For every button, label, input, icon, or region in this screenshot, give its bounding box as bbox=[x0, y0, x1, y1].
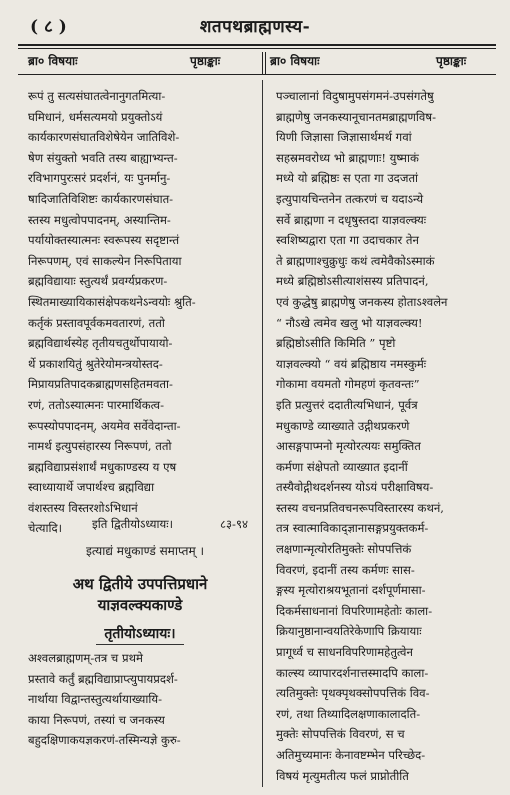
right-page-header: पृष्ठाङ्काः bbox=[436, 54, 467, 68]
text-line: रविभागपुरःसरं प्रदर्शनं, यः पुनर्मानु- bbox=[28, 171, 171, 186]
text-line: ब्रह्मविद्यायाः स्तुत्यर्थं प्रवर्ग्यप्रकरण- bbox=[28, 274, 168, 289]
text-line: तत्र स्वात्माविकाद्ज्ञानासङ्गप्रयुक्तकर्म- bbox=[276, 521, 429, 536]
chapter-heading: तृतीयोऽध्यायः। bbox=[104, 626, 176, 642]
text-line: ब्रह्मिष्ठोऽसीति किमिति ” पृष्टो bbox=[276, 336, 396, 351]
text-line: बहुदक्षिणाकयज्ञकरणं-तस्मिन्यज्ञे कुरु- bbox=[28, 733, 181, 748]
text-line: एवं कुद्धेषु ब्राह्मणेषु जनकस्य होताऽश्वलेन bbox=[276, 294, 448, 309]
text-line: विषयं मृत्युमतीत्य फलं प्राप्नोतीति bbox=[276, 768, 409, 783]
section-end: इत्याद्यं मधुकाण्डं समाप्तम् । bbox=[85, 544, 205, 558]
chapter-heading-rule bbox=[96, 644, 184, 645]
left-column-text-2 bbox=[28, 648, 256, 751]
text-line: कर्तृकं प्रस्तावपूर्वकमवतारणं, ततो bbox=[28, 315, 165, 330]
text-line: विवरणं, इदानीं तस्य कर्मणः सास- bbox=[276, 562, 415, 577]
left-column-text bbox=[28, 86, 256, 539]
text-line: चेत्यादि। bbox=[28, 521, 63, 536]
text-line: रणं, ततोऽस्यात्मनः पारमार्थिकत्व- bbox=[28, 397, 165, 412]
text-line: वंशस्तस्य विस्तरशोऽभिधानं bbox=[28, 500, 138, 515]
text-line: कर्मणा संक्षेपतो व्याख्यात इदानीं bbox=[276, 459, 408, 474]
text-line: षादिजातिविशिष्टः कार्यकारणसंघात- bbox=[28, 191, 174, 206]
right-column-text bbox=[276, 86, 498, 786]
text-line: स्वशिष्यद्वारा एता गा उदाचकार तेन bbox=[276, 233, 419, 248]
text-line: मध्ये ब्रह्मिष्ठोऽसीत्याशंसस्य प्रतिपादनं, bbox=[276, 274, 429, 289]
text-line: रूपं तु सत्यसंघातत्वेनानुगतमित्या- bbox=[28, 89, 166, 103]
header-rule-thick bbox=[18, 44, 496, 46]
text-line: आसङ्गपाप्मनो मृत्योरत्ययः समुक्तित bbox=[276, 439, 421, 454]
header-divider-2 bbox=[265, 52, 266, 74]
text-line: घमिधानं, धर्मसत्यमयो प्रयुक्तोऽयं bbox=[28, 109, 163, 124]
header-rule-thin bbox=[18, 48, 496, 49]
text-line: स्वाध्यायार्थे जपार्थश्च ब्रह्मविद्या bbox=[28, 480, 155, 495]
text-line: निरूपणम्, एवं साकल्येन निरूपिताया bbox=[28, 253, 182, 268]
text-line: ब्राह्मणेषु जनकस्यानूचानतमब्राह्मणविष- bbox=[276, 109, 436, 124]
text-line: स्थितमाख्यायिकासंक्षेपकथनेऽन्वयोः श्रुति- bbox=[28, 294, 196, 309]
text-line: इत्युपायचिन्तनेन तत्करणं च यदाऽन्ये bbox=[276, 191, 424, 206]
text-line: प्रागूर्ध्व च साधनविपरिणामहेतुत्वेन bbox=[276, 645, 413, 660]
text-line: ब्रह्मविद्यार्थस्येह तृतीयचतुर्थोपायायो- bbox=[28, 336, 173, 351]
text-line: नामर्थ इत्युपसंहारस्य निरूपणं, ततो bbox=[28, 439, 172, 454]
text-line: र्थे प्रकाशयितुं श्रुतेरेयोमन्त्रयोस्तद- bbox=[28, 356, 163, 371]
text-line: ब्रह्मविद्याप्रसंशार्थं मधुकाण्डस्य य एष bbox=[28, 459, 177, 474]
section-heading-line2: याज्ञवल्क्यकाण्डे bbox=[97, 596, 183, 614]
chapter-end: इति द्वितीयोऽध्यायः। bbox=[92, 517, 173, 531]
text-line: गोकामा वयमतो गोमहणं कृतवन्तः” bbox=[276, 377, 420, 392]
text-line: यिणी जिज्ञासा जिज्ञासार्थमर्थ गवां bbox=[276, 130, 412, 145]
text-line: रणं, तथा तिथ्यादिलक्षणाकालादति- bbox=[276, 706, 421, 721]
text-line: काया निरूपणं, तस्यां च जनकस्य bbox=[28, 712, 165, 727]
text-line: सहस्रमवरोध्य भो ब्राह्मणाः! युष्माकं bbox=[276, 150, 419, 165]
text-line: इति प्रत्युत्तरं ददातीत्यभिधानं, पूर्वत्र bbox=[276, 397, 418, 412]
text-line: षेण संयुक्तो भवति तस्य बाह्याभ्यन्त- bbox=[28, 150, 178, 165]
left-subject-header: ब्रा० विषयाः bbox=[28, 54, 78, 68]
text-line: मिप्रायप्रतिपादकब्राह्मणसहितमवता- bbox=[28, 377, 173, 392]
text-line: स्तस्य मधुत्वोपपादनम्, अस्यान्तिम- bbox=[28, 212, 171, 227]
text-line: क्रियानुष्ठानान्वयतिरेकेणापि क्रियायाः bbox=[276, 624, 422, 639]
section-heading-line1: अथ द्वितीये उपपत्तिप्रधाने bbox=[72, 575, 208, 593]
column-header-rule bbox=[18, 74, 496, 75]
text-line: प्रस्तावे कर्तुं ब्रह्मविद्याप्राप्त्युपायप्रदर्श- bbox=[28, 671, 178, 686]
text-line: काल्स्य व्यापारदर्शनात्तस्मादपि काला- bbox=[276, 665, 429, 680]
text-line: पर्यायोक्तस्यात्मनः स्वरूपस्य सदृष्टान्तं bbox=[28, 233, 180, 248]
text-line: रूपस्योपपादनम्, अयमेव सर्वेवेदान्ता- bbox=[28, 418, 181, 433]
right-subject-header: ब्रा० विषयाः bbox=[270, 54, 320, 68]
column-divider bbox=[262, 80, 263, 787]
text-line: “ नौऽखे त्वमेव खलु भो याज्ञवल्क्य! bbox=[276, 315, 423, 330]
text-line: तस्यैवोद्गीथदर्शनस्य योऽयं परीक्षाविषय- bbox=[276, 480, 434, 495]
left-page-header: पृष्ठाङ्काः bbox=[190, 54, 221, 68]
text-line: मुक्तेः सोपपत्तिकं विवरणं, स च bbox=[276, 727, 405, 742]
text-line: पञ्चालानां विदुषामुपसंगमनं-उपसंगतेषु bbox=[276, 89, 434, 103]
text-line: ते ब्राह्मणाश्चुक्रुधुः कथं त्वमेवैकोऽस्माकं bbox=[276, 253, 435, 268]
text-line: कार्यकारणसंघातविशेषेयेन जातिविशे- bbox=[28, 130, 180, 145]
text-line: सर्वे ब्राह्मणा न दधृषुस्तदा याज्ञवल्क्यः bbox=[276, 212, 427, 227]
page-range: ८३-९४ bbox=[220, 517, 249, 531]
text-line: मधुकाण्डे व्याख्याते उद्गीथप्रकरणे bbox=[276, 418, 410, 433]
text-line: दिकर्मसाधनानां विपरिणामहेतोः काला- bbox=[276, 603, 433, 618]
text-line: मध्ये यो ब्रह्मिष्ठः स एता गा उदजतां bbox=[276, 171, 419, 186]
text-line: अतिमुच्यमानः केनावष्टम्भेन परिच्छेद- bbox=[276, 748, 426, 762]
text-line: याज्ञवल्क्यो “ वयं ब्रह्मिष्ठाय नमस्कुर्मः bbox=[276, 356, 427, 371]
text-line: त्यतिमुक्तेः पृथक्पृथक्सोपपत्तिकं विव- bbox=[276, 686, 430, 701]
text-line: लक्षणान्मृत्योरतिमुक्तेः सोपपत्तिकं bbox=[276, 542, 412, 557]
text-line: अश्वलब्राह्मणम्-तत्र च प्रथमे bbox=[28, 651, 143, 665]
page-number: ( ८ ) bbox=[30, 17, 67, 37]
text-line: नार्थाया विद्वान्तस्तुत्यर्थायाख्यायि- bbox=[28, 692, 163, 707]
text-line: ङ्गस्य मृत्योराश्रयभूतानां दर्शपूर्णमासा- bbox=[276, 583, 426, 598]
running-title: शतपथब्राह्मणस्य- bbox=[199, 17, 311, 37]
text-line: स्तस्य वचनप्रतिवचनरूपविस्तारस्य कथनं, bbox=[276, 500, 444, 515]
header-divider bbox=[262, 52, 263, 74]
